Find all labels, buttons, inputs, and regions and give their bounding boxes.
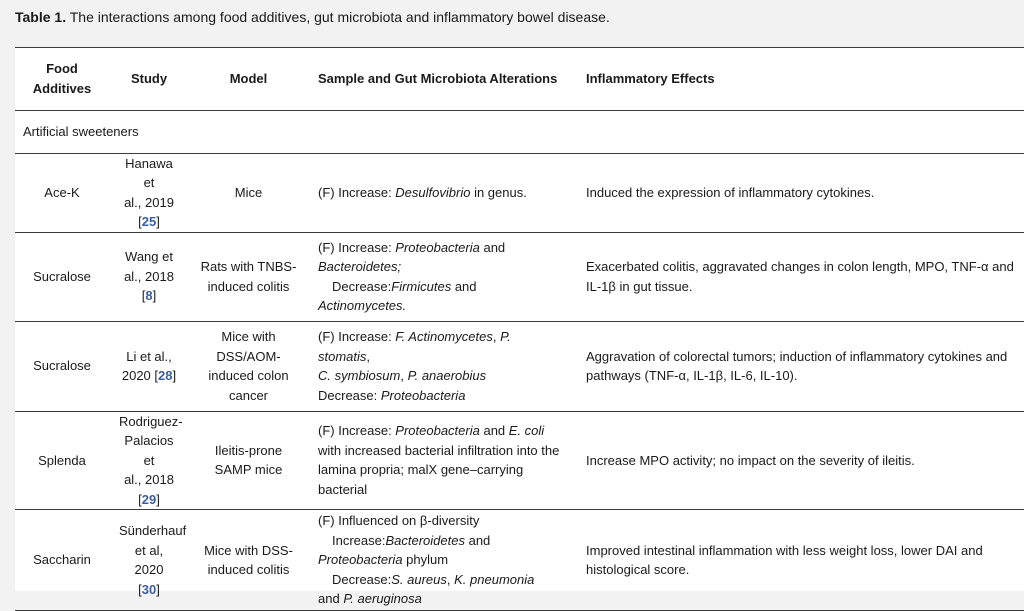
- cell-model: Mice with DSS/AOM- induced colon cancer: [208, 329, 289, 403]
- cell-effects: Aggravation of colorectal tumors; induction of inflammatory cytokines and pathways (TNF-α, IL-1β, IL-6, IL-10).: [586, 348, 1008, 383]
- cell-model: Rats with TNBS- induced colitis: [200, 259, 297, 294]
- reference-link[interactable]: 28: [158, 368, 173, 383]
- table-container: [15, 47, 1024, 607]
- reference-link[interactable]: 29: [141, 491, 157, 507]
- cell-study: Sünderhauf et al, 2020 [30]: [119, 523, 187, 597]
- cell-sample: (F) Increase: Desulfovibrio in genus.: [318, 184, 527, 200]
- header-model: Model: [189, 48, 308, 110]
- cell-sample: (F) Increase: F. Actinomycetes, P. stomatis, C. symbiosum, P. anaerobius Decrease: Proteobacteria: [318, 329, 511, 403]
- table-row: [15, 510, 1024, 611]
- table-label: Table 1.: [15, 9, 67, 25]
- cell-model: Mice: [234, 184, 263, 200]
- table-row: [15, 153, 1024, 232]
- cell-additive: Sucralose: [33, 268, 91, 284]
- header-sample: Sample and Gut Microbiota Alterations: [308, 48, 576, 110]
- table-caption: [15, 8, 610, 26]
- cell-effects: Induced the expression of inflammatory cytokines.: [586, 184, 875, 200]
- table-row: [15, 232, 1024, 321]
- header-study: Study: [109, 48, 189, 110]
- cell-study: Li et al., 2020 [28]: [121, 348, 177, 383]
- cell-additive: Sucralose: [33, 358, 91, 374]
- cell-effects: Improved intestinal inflammation with less weight loss, lower DAI and histological score.: [586, 542, 983, 577]
- cell-sample: (F) Increase: Proteobacteria and Bacteroidetes; Decrease:Firmicutes and Actinomycetes.: [318, 239, 506, 313]
- header-food-additives: Food Additives: [15, 48, 109, 110]
- cell-study: Rodriguez- Palacios et al., 2018 [29]: [119, 413, 183, 507]
- cell-additive: Saccharin: [33, 552, 91, 568]
- header-effects: Inflammatory Effects: [576, 48, 1024, 110]
- reference-link[interactable]: 8: [145, 288, 153, 304]
- section-label: Artificial sweeteners: [23, 123, 139, 139]
- cell-study: Wang et al., 2018 [8]: [124, 249, 174, 304]
- reference-link[interactable]: 30: [141, 581, 157, 597]
- cell-effects: Exacerbated colitis, aggravated changes in colon length, MPO, TNF-α and IL-1β in gut tissue.: [586, 259, 1014, 294]
- cell-sample: (F) Increase: Proteobacteria and E. coli with increased bacterial infiltration into the lamina propria; malX gene–carrying bacterial: [318, 423, 560, 497]
- cell-study: Hanawa et al., 2019 [25]: [124, 155, 174, 229]
- cell-sample: (F) Influenced on β-diversity Increase:Bacteroidetes and Proteobacteria phylum Decrease:S. aureus, K. pneumonia and P. aeruginosa: [318, 513, 535, 607]
- data-table: [15, 48, 1024, 611]
- table-title: The interactions among food additives, gut microbiota and inflammatory bowel disease.: [66, 9, 610, 25]
- table-row: [15, 411, 1024, 510]
- cell-effects: Increase MPO activity; no impact on the severity of ileitis.: [586, 452, 915, 468]
- section-row: [15, 110, 1024, 153]
- cell-additive: Ace-K: [44, 184, 80, 200]
- cell-additive: Splenda: [38, 452, 86, 468]
- reference-link[interactable]: 25: [141, 214, 157, 229]
- header-row: [15, 48, 1024, 110]
- cell-model: Mice with DSS- induced colitis: [204, 542, 293, 577]
- cell-model: Ileitis-prone SAMP mice: [214, 442, 283, 478]
- table-row: [15, 321, 1024, 411]
